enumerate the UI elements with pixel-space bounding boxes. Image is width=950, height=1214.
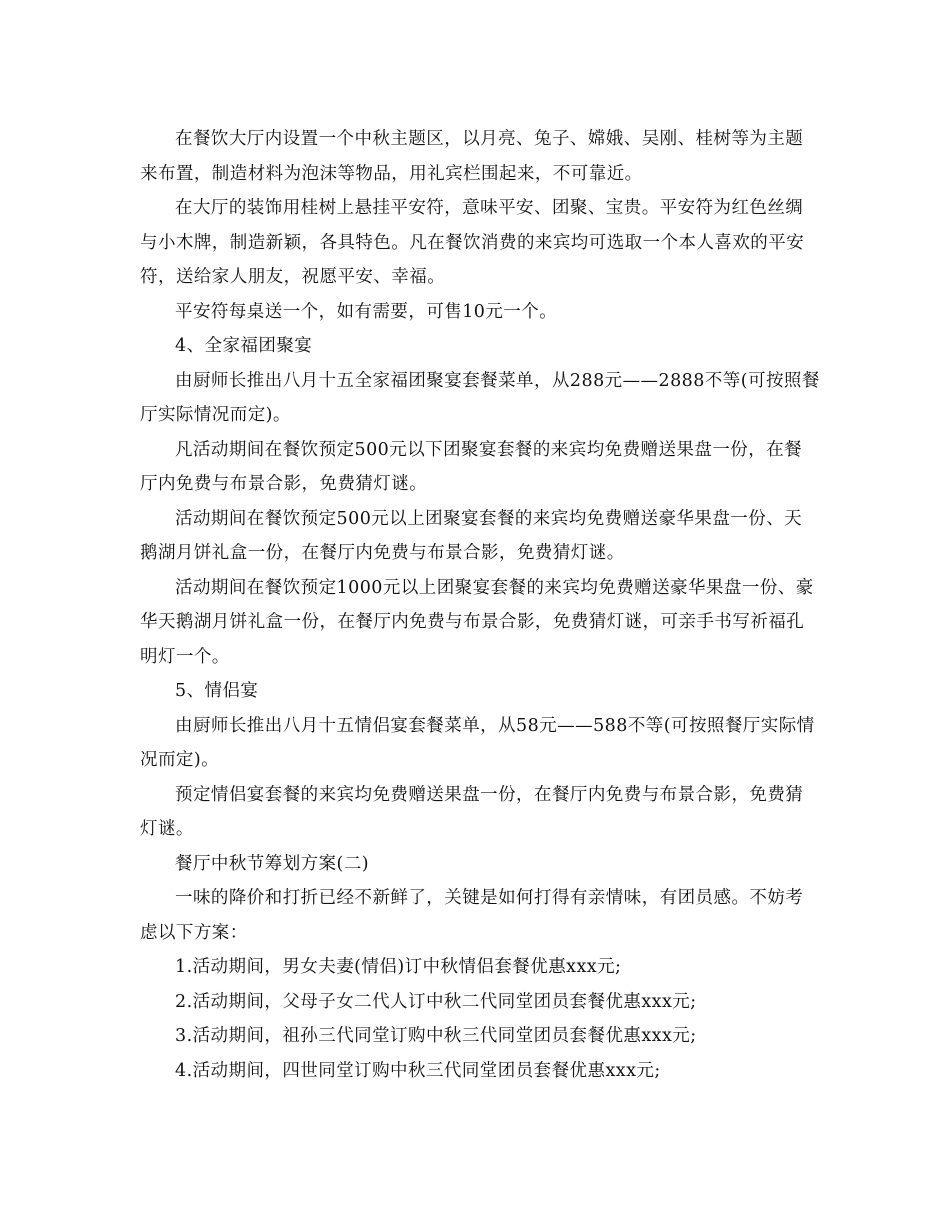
list-item-plan-3: 3.活动期间，祖孙三代同堂订购中秋三代同堂团员套餐优惠xxx元;: [175, 1026, 697, 1046]
paragraph-plan-intro: 一味的降价和打折已经不新鲜了，关键是如何打得有亲情味，有团员感。不妨考虑以下方案：: [140, 888, 804, 943]
list-item-plan-2: 2.活动期间，父母子女二代人订中秋二代同堂团员套餐优惠xxx元;: [175, 991, 697, 1012]
paragraph-peace-charm: 在大厅的装饰用桂树上悬挂平安符，意味平安、团聚、宝贵。平安符为红色丝绸与小木牌，制造新颖，各具特色。凡在餐饮消费的来宾均可选取一个本人喜欢的平安符，送给家人朋友，祝愿平安、幸福。: [140, 198, 805, 287]
list-item-plan-1: 1.活动期间，男女夫妻(情侣)订中秋情侣套餐优惠xxx元;: [175, 957, 622, 977]
section-heading-family-banquet: 4、全家福团聚宴: [175, 336, 313, 356]
list-item-plan-4: 4.活动期间，四世同堂订购中秋三代同堂团员套餐优惠xxx元;: [175, 1060, 661, 1081]
document-body: [140, 122, 820, 1088]
paragraph-family-menu: 由厨师长推出八月十五全家福团聚宴套餐菜单，从288元——2888不等(可按照餐厅实际情况而定)。: [140, 370, 820, 425]
section-heading-plan-two: 餐厅中秋节筹划方案(二): [175, 853, 370, 874]
paragraph-theme-area: 在餐饮大厅内设置一个中秋主题区，以月亮、兔子、嫦娥、吴刚、桂树等为主题来布置，制造材料为泡沫等物品，用礼宾栏围起来，不可靠近。: [140, 129, 804, 184]
paragraph-couple-offer: 预定情侣宴套餐的来宾均免费赠送果盘一份，在餐厅内免费与布景合影，免费猜灯谜。: [140, 784, 804, 839]
paragraph-offer-above-500: 活动期间在餐饮预定500元以上团聚宴套餐的来宾均免费赠送豪华果盘一份、天鹅湖月饼礼盒一份，在餐厅内免费与布景合影，免费猜灯谜。: [140, 508, 803, 563]
section-heading-couple-banquet: 5、情侣宴: [175, 681, 259, 701]
paragraph-couple-menu: 由厨师长推出八月十五情侣宴套餐菜单，从58元——588不等(可按照餐厅实际情况而定)。: [140, 715, 815, 770]
paragraph-offer-above-1000: 活动期间在餐饮预定1000元以上团聚宴套餐的来宾均免费赠送豪华果盘一份、豪华天鹅湖月饼礼盒一份，在餐厅内免费与布景合影，免费猜灯谜，可亲手书写祈福孔明灯一个。: [140, 577, 814, 667]
paragraph-charm-price: 平安符每桌送一个，如有需要，可售10元一个。: [175, 301, 558, 322]
paragraph-offer-below-500: 凡活动期间在餐饮预定500元以下团聚宴套餐的来宾均免费赠送果盘一份，在餐厅内免费与布景合影，免费猜灯谜。: [140, 439, 803, 494]
